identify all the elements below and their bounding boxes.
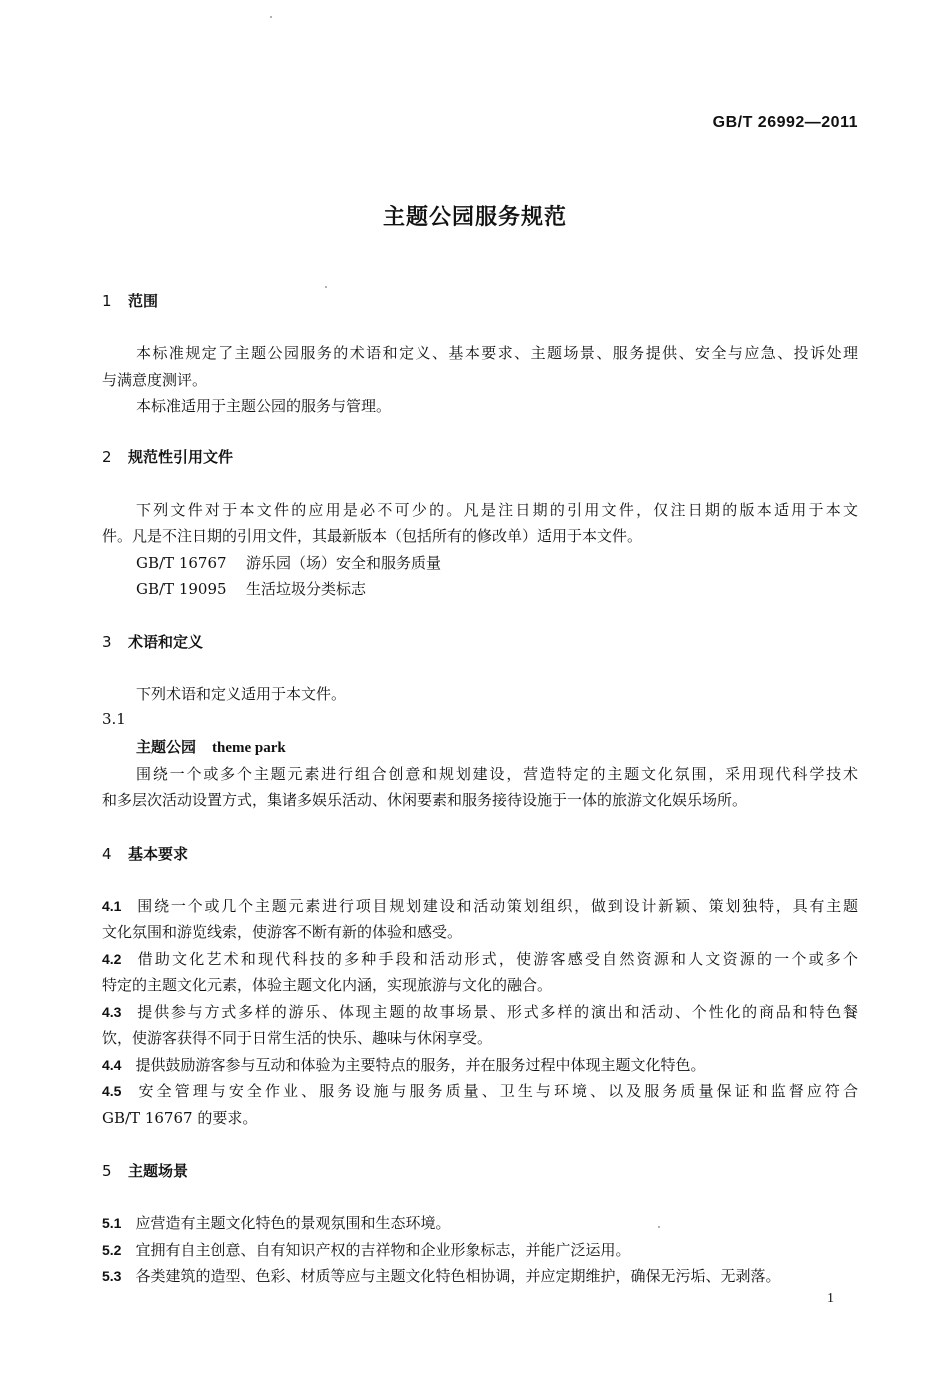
definition-line: 和多层次活动设置方式，集诸多娱乐活动、休闲要素和服务接待设施于一体的旅游文化娱乐场所。: [102, 791, 748, 809]
clause-number: 4.3: [102, 1004, 122, 1020]
clause-text: 安全管理与安全作业、服务设施与服务质量、卫生与环境、以及服务质量保证和监督应符合: [135, 1082, 858, 1100]
section-title: 术语和定义: [128, 633, 204, 651]
paragraph-line: 本标准适用于主题公园的服务与管理。: [136, 397, 392, 415]
section-title: 主题场景: [128, 1162, 189, 1180]
clause-line: [102, 1001, 858, 1022]
clause-text: 围绕一个或几个主题元素进行项目规划建设和活动策划组织，做到设计新颖、策划独特，具有主题: [135, 897, 858, 915]
paragraph-line: 与满意度测评。: [102, 371, 208, 389]
clause-line: [102, 1080, 858, 1101]
paragraph-line: 本标准规定了主题公园服务的术语和定义、基本要求、主题场景、服务提供、安全与应急、投诉处理: [136, 344, 858, 362]
clause-line: GB/T 16767 的要求。: [102, 1109, 258, 1127]
clause-number: 5.3: [102, 1268, 122, 1284]
reference-code: GB/T 16767: [136, 554, 227, 572]
standard-code: GB/T 26992—2011: [712, 114, 858, 131]
paragraph-line: 下列文件对于本文件的应用是必不可少的。凡是注日期的引用文件，仅注日期的版本适用于本文: [136, 501, 858, 519]
clause-line: 文化氛围和游览线索，使游客不断有新的体验和感受。: [102, 923, 463, 941]
clause-text: 借助文化艺术和现代科技的多种手段和活动形式，使游客感受自然资源和人文资源的一个或多个: [135, 950, 858, 968]
scan-speck: [325, 286, 327, 288]
clause-line: [102, 948, 858, 969]
clause-line: [102, 895, 858, 916]
clause-number: 4.1: [102, 898, 122, 914]
section-3-heading: [102, 631, 203, 652]
clause-line: [102, 1239, 858, 1260]
term-entry: [136, 736, 858, 757]
section-title: 基本要求: [128, 845, 189, 863]
section-number: 3: [102, 633, 112, 651]
section-title: 规范性引用文件: [128, 448, 234, 466]
clause-line: 特定的主题文化元素，体验主题文化内涵，实现旅游与文化的融合。: [102, 976, 553, 994]
section-5-heading: [102, 1160, 188, 1181]
section-number: 2: [102, 448, 112, 466]
scan-speck: [270, 16, 272, 18]
term-number: 3.1: [102, 710, 126, 728]
term-chinese: 主题公园: [136, 738, 197, 756]
clause-line: [102, 1054, 858, 1075]
section-1-heading: [102, 290, 158, 311]
document-title: 主题公园服务规范: [382, 205, 567, 230]
paragraph-line: 件。凡是不注日期的引用文件，其最新版本（包括所有的修改单）适用于本文件。: [102, 527, 643, 545]
clause-text: 各类建筑的造型、色彩、材质等应与主题文化特色相协调，并应定期维护，确保无污垢、无剥落。: [135, 1267, 781, 1285]
clause-number: 4.4: [102, 1057, 122, 1073]
clause-text: 提供鼓励游客参与互动和体验为主要特点的服务，并在服务过程中体现主题文化特色。: [135, 1056, 706, 1074]
reference-entry: [136, 552, 858, 573]
section-number: 1: [102, 292, 112, 310]
clause-line: [102, 1212, 858, 1233]
reference-code: GB/T 19095: [136, 580, 227, 598]
clause-text: 宜拥有自主创意、自有知识产权的吉祥物和企业形象标志，并能广泛运用。: [135, 1241, 631, 1259]
clause-number: 5.2: [102, 1242, 122, 1258]
page-number: 1: [827, 1291, 834, 1306]
reference-entry: [136, 578, 858, 599]
paragraph-line: 下列术语和定义适用于本文件。: [136, 685, 347, 703]
clause-text: 提供参与方式多样的游乐、体现主题的故事场景、形式多样的演出和活动、个性化的商品和特色餐: [135, 1003, 858, 1021]
clause-number: 4.2: [102, 951, 122, 967]
section-number: 5: [102, 1162, 112, 1180]
section-title: 范围: [128, 292, 159, 310]
section-2-heading: [102, 446, 233, 467]
clause-number: 4.5: [102, 1083, 122, 1099]
clause-number: 5.1: [102, 1215, 122, 1231]
section-4-heading: [102, 843, 188, 864]
definition-line: 围绕一个或多个主题元素进行组合创意和规划建设，营造特定的主题文化氛围，采用现代科学技术: [136, 765, 858, 783]
clause-line: 饮，使游客获得不同于日常生活的快乐、趣味与休闲享受。: [102, 1029, 493, 1047]
clause-text: 应营造有主题文化特色的景观氛围和生态环境。: [135, 1214, 451, 1232]
reference-title: 生活垃圾分类标志: [246, 580, 367, 598]
reference-title: 游乐园（场）安全和服务质量: [246, 554, 442, 572]
section-number: 4: [102, 845, 112, 863]
clause-line: [102, 1265, 858, 1286]
term-english: theme park: [212, 740, 286, 756]
